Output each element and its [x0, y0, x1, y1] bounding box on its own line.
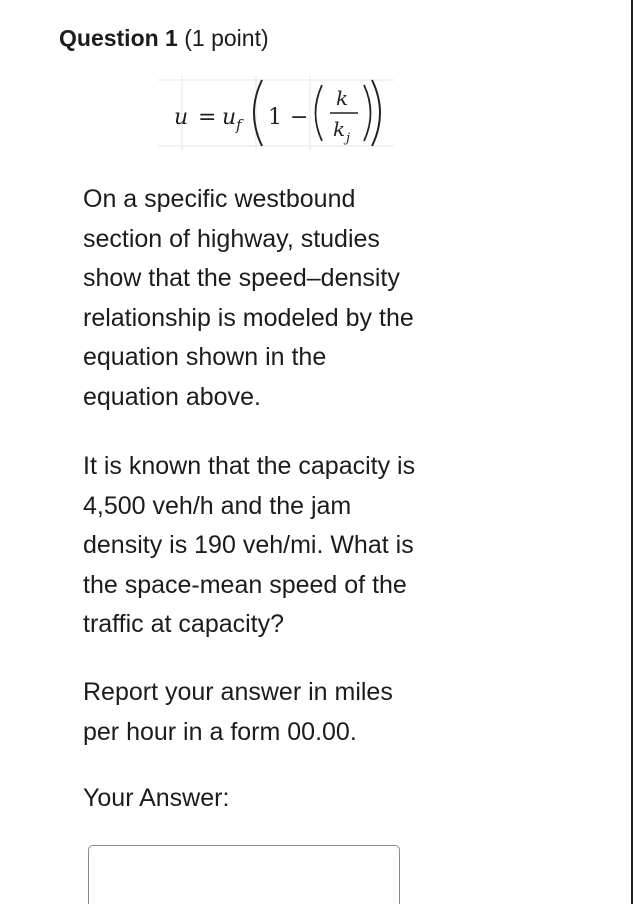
- text-line: On a specific westbound: [83, 185, 356, 213]
- eq-uf-base: u: [222, 105, 237, 130]
- eq-minus: −: [290, 105, 309, 130]
- question-header: [59, 22, 269, 54]
- text-line: the space-mean speed of the: [83, 570, 407, 599]
- text-line: show that the speed–density: [83, 264, 400, 293]
- eq-left-paren-outer: [254, 80, 262, 146]
- eq-kj-base: k: [333, 117, 346, 141]
- eq-left-paren-inner: [316, 85, 323, 141]
- eq-one: 1: [268, 105, 282, 130]
- text-line: It is known that the capacity is: [83, 452, 416, 480]
- answer-input[interactable]: [88, 845, 400, 904]
- eq-right-paren-outer: [372, 80, 380, 146]
- text-line: 4,500 veh/h and the jam: [83, 491, 352, 520]
- eq-u: u: [174, 105, 189, 130]
- problem-statement: [83, 180, 483, 418]
- question-points: (1 point): [184, 25, 269, 51]
- equation-image: [158, 76, 394, 150]
- answer-label: Your Answer:: [83, 784, 230, 812]
- eq-uf-sub: f: [236, 116, 242, 134]
- eq-equals: =: [198, 105, 217, 130]
- problem-given-data: [83, 447, 483, 645]
- text-line: traffic at capacity?: [83, 610, 285, 639]
- text-line: density is 190 veh/mi. What is: [83, 531, 414, 560]
- text-line: section of highway, studies: [83, 224, 380, 253]
- text-line: per hour in a form 00.00.: [83, 717, 357, 746]
- text-line: equation above.: [83, 382, 261, 411]
- eq-k-numerator: k: [336, 86, 349, 110]
- answer-format-instructions: [83, 673, 483, 752]
- text-line: equation shown in the: [83, 343, 327, 372]
- question-title: Question 1: [59, 25, 178, 51]
- eq-right-paren-inner: [364, 85, 371, 141]
- eq-kj-sub: j: [346, 131, 351, 146]
- text-line: Report your answer in miles: [83, 678, 393, 706]
- text-line: relationship is modeled by the: [83, 303, 414, 332]
